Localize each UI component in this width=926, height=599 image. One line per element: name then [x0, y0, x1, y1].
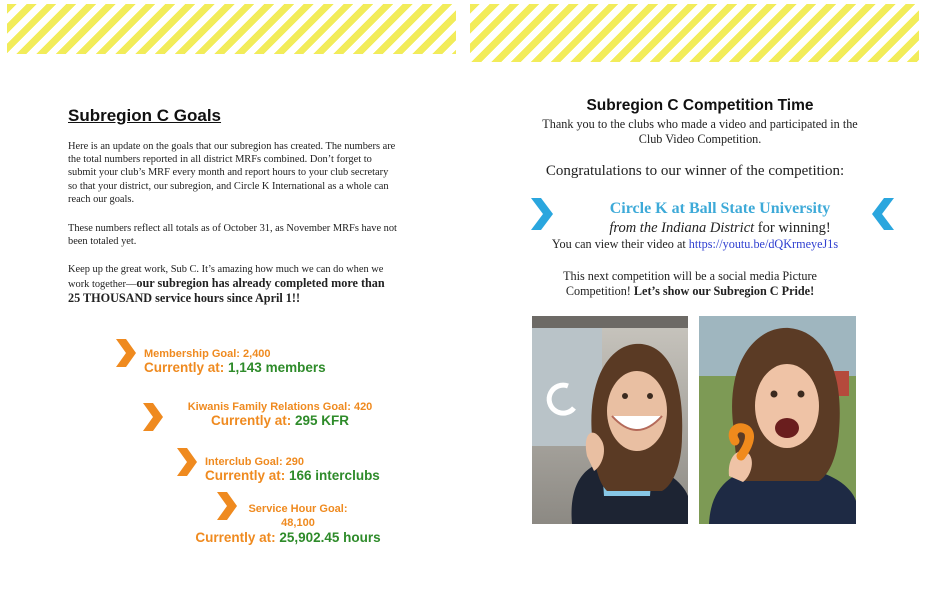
- intro-paragraph: Here is an update on the goals that our subregion has created. The numbers are the total numbers reported in all district MRFs combined. Don’t forget to submit your club’s MRF every month and report hours to your club secretary so that your district, our subregion, and Circle K International as a whole can reach our goals.: [68, 141, 396, 205]
- totals-note-paragraph: These numbers reflect all totals as of October 31, as November MRFs have not been totaled yet.: [68, 223, 397, 248]
- goal-label: Membership Goal: 2,400: [144, 348, 271, 360]
- orange-chevron-icon: [114, 337, 138, 369]
- goal-current: Currently at: 25,902.45 hours: [195, 530, 381, 545]
- congrats-line: Congratulations to our winner of the competition:: [545, 163, 845, 179]
- competition-title: Subregion C Competition Time: [586, 97, 814, 114]
- goal-current: Currently at: 1,143 members: [144, 360, 326, 375]
- membership-goal: [144, 348, 326, 375]
- kfr-goal: [170, 401, 390, 428]
- winner-district: from the Indiana District for winning!: [609, 220, 831, 236]
- encouragement-highlight: our subregion has already completed more than 25 THOUSAND service hours since April 1!!: [68, 276, 385, 306]
- orange-chevron-icon: [141, 401, 165, 433]
- interclub-goal: [205, 456, 380, 483]
- goal-current: Currently at: 166 interclubs: [205, 468, 380, 483]
- goal-label: Kiwanis Family Relations Goal: 420: [187, 401, 373, 413]
- decorative-stripe-band-left: [7, 4, 456, 54]
- encouragement-paragraph: [68, 263, 398, 307]
- blue-chevron-right-icon: [529, 196, 555, 232]
- video-link[interactable]: https://youtu.be/dQKrmeyeJ1s: [688, 237, 839, 251]
- encouragement-text: Keep up the great work, Sub C. It’s amazing how much we can do when we work together—: [68, 264, 384, 291]
- goal-label: Interclub Goal: 290: [205, 456, 305, 468]
- goal-current: Currently at: 295 KFR: [210, 413, 350, 428]
- winner-name: Circle K at Ball State University: [609, 200, 831, 217]
- service-hour-goal: [176, 502, 400, 545]
- goal-label: Service Hour Goal: 48,100: [248, 503, 348, 529]
- competition-subtitle: Thank you to the clubs who made a video and participated in the Club Video Competition.: [542, 117, 858, 146]
- video-line: You can view their video at https://youtu.be/dQKrmeyeJ1s: [551, 237, 839, 251]
- orange-chevron-icon: [175, 446, 199, 478]
- decorative-stripe-band-right: [470, 4, 919, 62]
- next-competition-text: This next competition will be a social media Picture Competition! Let’s show our Subregion C Pride!: [563, 269, 817, 298]
- member-photo-right: [699, 316, 856, 524]
- goals-title: Subregion C Goals: [68, 106, 222, 125]
- member-photo-left: [532, 316, 688, 524]
